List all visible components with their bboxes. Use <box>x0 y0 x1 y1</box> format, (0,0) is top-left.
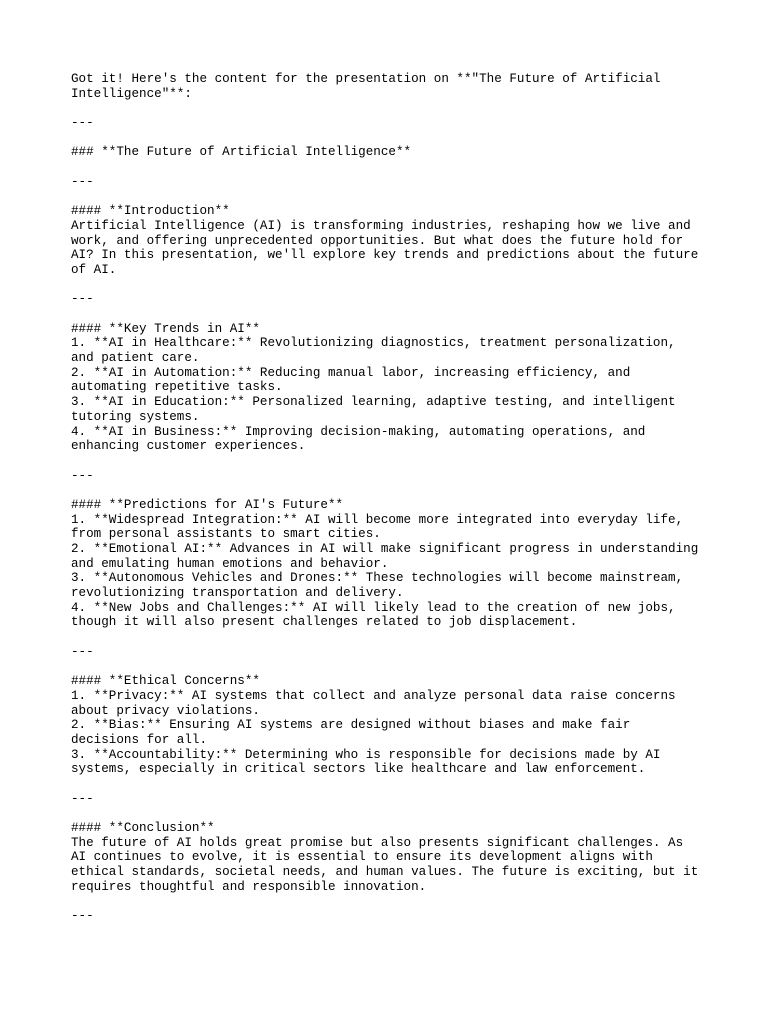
text-line <box>71 483 731 498</box>
text-line: ethical standards, societal needs, and human values. The future is exciting, but it <box>71 865 699 880</box>
text-line: --- <box>71 791 94 806</box>
text-line: though it will also present challenges related to job displacement. <box>71 615 578 630</box>
text-line: requires thoughtful and responsible innovation. <box>71 879 427 894</box>
text-line: 1. **Widespread Integration:** AI will become more integrated into everyday life, <box>71 512 684 527</box>
text-line: --- <box>71 644 94 659</box>
text-line: Artificial Intelligence (AI) is transforming industries, reshaping how we live and <box>71 218 691 233</box>
text-line <box>71 190 731 205</box>
text-line: work, and offering unprecedented opportunities. But what does the future hold for <box>71 233 684 248</box>
text-line: from personal assistants to smart cities. <box>71 527 381 542</box>
text-line: AI? In this presentation, we'll explore key trends and predictions about the future <box>71 248 699 263</box>
text-line: #### **Predictions for AI's Future** <box>71 497 344 512</box>
text-line: #### **Introduction** <box>71 204 230 219</box>
text-line <box>71 777 731 792</box>
text-line: and emulating human emotions and behavior. <box>71 556 389 571</box>
text-line: 2. **AI in Automation:** Reducing manual labor, increasing efficiency, and <box>71 365 631 380</box>
text-line: #### **Conclusion** <box>71 821 215 836</box>
text-line <box>71 101 731 116</box>
text-line: 1. **AI in Healthcare:** Revolutionizing diagnostics, treatment personalization, <box>71 336 676 351</box>
text-line: 2. **Emotional AI:** Advances in AI will make significant progress in understanding <box>71 542 699 556</box>
text-line: #### **Key Trends in AI** <box>71 321 260 336</box>
text-line <box>71 454 731 469</box>
text-line: 2. **Bias:** Ensuring AI systems are designed without biases and make fair <box>71 718 631 733</box>
text-line <box>71 630 731 645</box>
text-line: 3. **Accountability:** Determining who is responsible for decisions made by AI <box>71 747 661 762</box>
text-line: revolutionizing transportation and delivery. <box>71 586 404 601</box>
text-line <box>71 131 731 146</box>
text-line: systems, especially in critical sectors like healthcare and law enforcement. <box>71 762 646 777</box>
text-line: --- <box>71 174 94 189</box>
text-line: ### **The Future of Artificial Intelligence** <box>71 145 412 160</box>
text-line <box>71 806 731 821</box>
text-line: Intelligence"**: <box>71 86 192 101</box>
text-line: enhancing customer experiences. <box>71 439 306 454</box>
text-line: automating repetitive tasks. <box>71 380 283 395</box>
text-line: Got it! Here's the content for the presentation on **"The Future of Artificial <box>71 72 661 86</box>
text-line <box>71 160 731 175</box>
text-line: of AI. <box>71 262 117 277</box>
text-line: --- <box>71 116 94 131</box>
text-line: --- <box>71 909 94 924</box>
document-body <box>71 72 731 924</box>
text-line: --- <box>71 468 94 483</box>
text-line <box>71 895 731 910</box>
text-line <box>71 660 731 675</box>
text-line: about privacy violations. <box>71 703 260 718</box>
text-line <box>71 278 731 293</box>
text-line: 4. **AI in Business:** Improving decision-making, automating operations, and <box>71 424 646 439</box>
text-line: 1. **Privacy:** AI systems that collect and analyze personal data raise concerns <box>71 688 676 703</box>
text-line: and patient care. <box>71 351 200 366</box>
text-line: The future of AI holds great promise but also presents significant challenges. As <box>71 835 684 850</box>
text-line: AI continues to evolve, it is essential to ensure its development aligns with <box>71 850 653 865</box>
text-line: 3. **AI in Education:** Personalized learning, adaptive testing, and intelligent <box>71 395 676 410</box>
text-line: tutoring systems. <box>71 409 200 424</box>
text-line: decisions for all. <box>71 732 208 747</box>
text-line: 4. **New Jobs and Challenges:** AI will likely lead to the creation of new jobs, <box>71 600 676 615</box>
text-line: --- <box>71 292 94 307</box>
text-line: #### **Ethical Concerns** <box>71 674 260 689</box>
text-line: 3. **Autonomous Vehicles and Drones:** These technologies will become mainstream, <box>71 571 684 586</box>
text-line <box>71 307 731 322</box>
